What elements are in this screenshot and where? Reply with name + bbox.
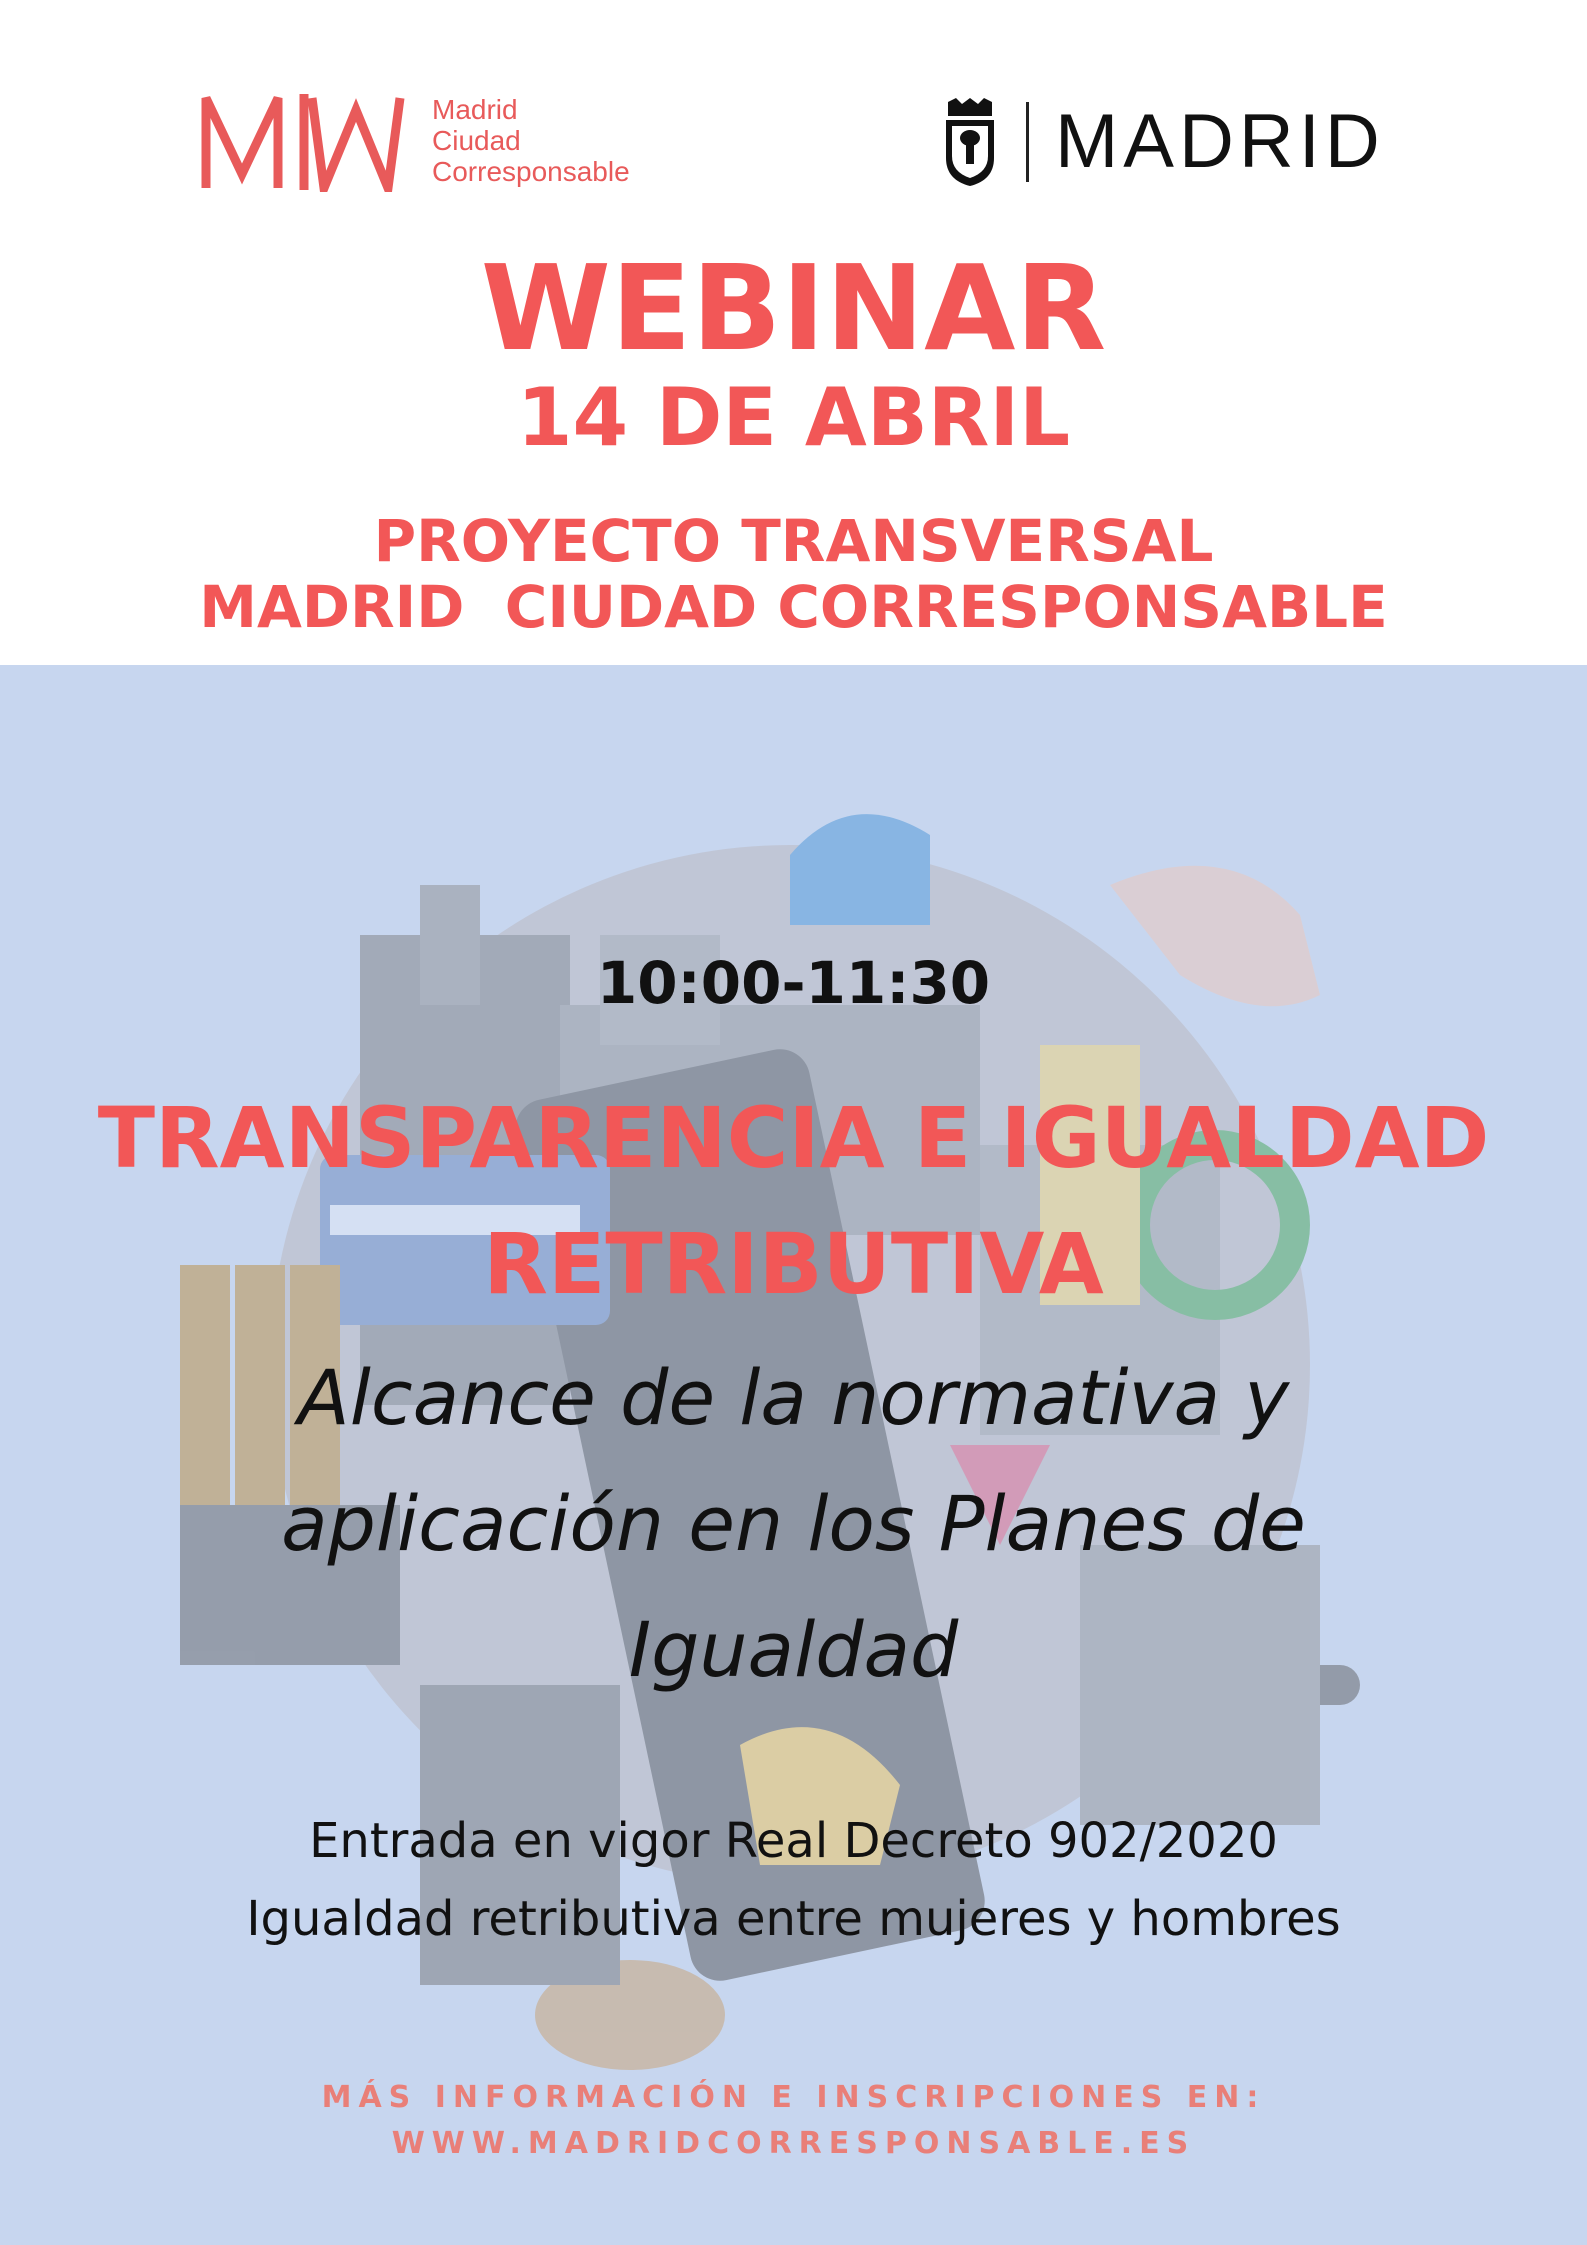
session-subtitle-line: Igualdad [628,1605,959,1694]
session-time: 10:00-11:30 [596,949,991,1017]
session-title [0,1075,1587,1327]
session-subtitle-line: Alcance de la normativa y [297,1353,1290,1442]
mcc-logo-line: Madrid [432,94,518,125]
session-title-line: TRANSPARENCIA E IGUALDAD [97,1089,1490,1187]
ayuntamiento-madrid-logo [942,98,1402,188]
website-link[interactable]: WWW.MADRIDCORRESPONSABLE.ES [391,2126,1196,2161]
session-description [0,1802,1587,1958]
city-shield-icon [942,98,998,186]
session-description-line: Igualdad retributiva entre mujeres y hombres [246,1891,1341,1947]
event-type-heading: WEBINAR [480,239,1107,377]
madrid-wordmark: MADRID [1055,99,1385,184]
mcc-logo-text [432,94,630,187]
project-title [0,508,1587,640]
session-description-line: Entrada en vigor Real Decreto 902/2020 [309,1813,1278,1869]
mcc-logo-line: Ciudad [432,125,521,156]
mcc-logo-line: Corresponsable [432,156,630,187]
session-subtitle [0,1335,1587,1713]
session-title-line: RETRIBUTIVA [483,1215,1104,1313]
session-subtitle-line: aplicación en los Planes de [281,1479,1306,1568]
madrid-ciudad-corresponsable-logo [200,92,690,192]
project-title-line: PROYECTO TRANSVERSAL [373,507,1214,575]
project-title-line: MADRID CIUDAD CORRESPONSABLE [199,573,1388,641]
footer-info [0,2075,1587,2167]
logo-divider [1026,102,1029,182]
info-label: MÁS INFORMACIÓN E INSCRIPCIONES EN: [321,2080,1266,2115]
header-band [0,0,1587,665]
event-date: 14 DE ABRIL [516,371,1071,464]
mw-logo-mark [200,92,428,192]
